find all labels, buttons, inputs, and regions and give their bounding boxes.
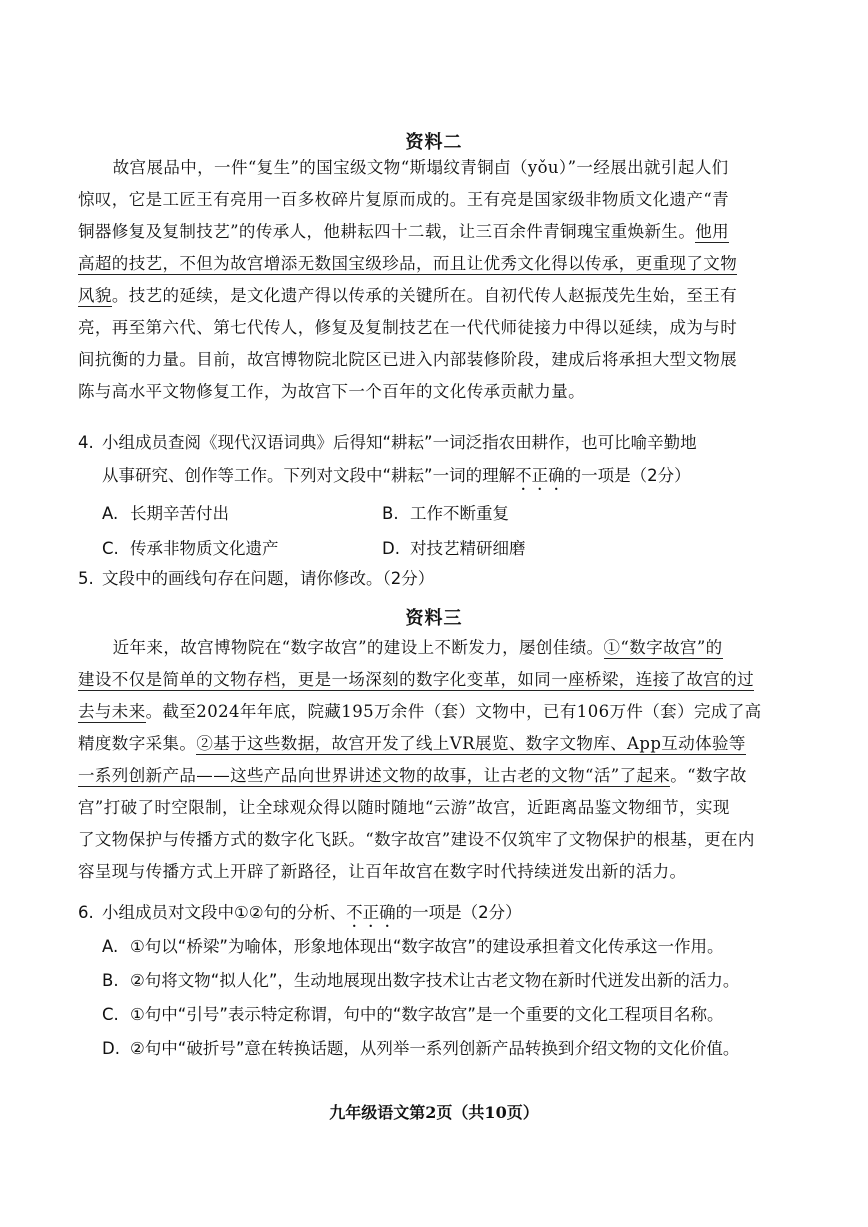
paragraph-text: 精度数字采集。 <box>78 734 197 753</box>
question-text: 从事研究、创作等工作。下列对文段中“耕耘”一词的理解 <box>102 466 516 485</box>
emphasis-text: 不正确 <box>515 466 565 485</box>
underlined-sentence: 风貌 <box>78 286 112 305</box>
section3-paragraph <box>78 632 762 888</box>
question-text: 小组成员查阅《现代汉语词典》后得知“耕耘”一词泛指农田耕作，也可比喻辛勤地 <box>102 433 697 452</box>
paragraph-text: 近年来，故宫博物院在“数字故宫”的建设上不断发力，屡创佳绩。 <box>112 638 604 657</box>
paragraph-line <box>78 664 754 696</box>
paragraph-line: 了文物保护与传播方式的数字化飞跃。“数字故宫”建设不仅筑牢了文物保护的根基，更在内 <box>78 830 755 849</box>
option-text: ①句中“引号”表示特定称谓，句中的“数字故宫”是一个重要的文化工程项目名称。 <box>130 1005 724 1024</box>
underlined-sentence: 他用 <box>695 222 730 241</box>
option-a[interactable] <box>102 933 723 957</box>
option-text: ②句将文物“拟人化”，生动地展现出数字技术让古老文物在新时代迸发出新的活力。 <box>130 971 740 990</box>
question-line <box>78 896 758 929</box>
paragraph-line: 容呈现与传播方式上开辟了新路径，让百年故宫在数字时代持续迸发出新的活力。 <box>78 862 687 881</box>
option-label: D. <box>382 539 400 558</box>
paragraph-line <box>78 728 746 760</box>
paragraph-text: 。截至2024年年底，院藏195万余件（套）文物中，已有106万件（套）完成了高 <box>145 702 762 721</box>
option-c[interactable] <box>102 1001 723 1025</box>
underlined-sentence: 高超的技艺，不但为故宫增添无数国宝级珍品，而且让优秀文化得以传承，更重现了文物 <box>78 254 738 273</box>
question-4 <box>78 426 758 492</box>
question-line <box>78 459 758 492</box>
option-text: ②句中“破折号”意在转换话题，从列举一系列创新产品转换到介绍文物的文化价值。 <box>130 1039 740 1058</box>
option-c[interactable] <box>102 535 279 559</box>
question-number: 6. <box>78 903 94 922</box>
option-a[interactable] <box>102 500 229 524</box>
question-text: 的一项是（2分） <box>564 466 691 485</box>
paragraph-text: 。技艺的延续，是文化遗产得以传承的关键所在。自初代传人赵振茂先生始，至王有 <box>111 286 738 305</box>
option-text: 工作不断重复 <box>410 504 509 523</box>
paragraph-line <box>78 216 738 248</box>
option-label: A. <box>102 504 119 523</box>
option-text: ①句以“桥梁”为喻体，形象地体现出“数字故宫”的建设承担着文化传承这一作用。 <box>130 937 724 956</box>
option-d[interactable] <box>382 535 526 559</box>
option-label: C. <box>102 1005 119 1024</box>
section2-paragraph <box>78 152 738 408</box>
option-text: 对技艺精研细磨 <box>410 539 526 558</box>
underlined-sentence: 一系列创新产品——这些产品向世界讲述文物的故事，让古老的文物“活”了起来 <box>78 766 671 785</box>
option-text: 长期辛苦付出 <box>130 504 229 523</box>
underlined-sentence: 去与未来 <box>78 702 146 721</box>
question-number: 4. <box>78 433 94 452</box>
option-label: B. <box>102 971 119 990</box>
paragraph-line <box>78 696 762 728</box>
option-label: B. <box>382 504 399 523</box>
question-line <box>78 562 758 595</box>
paragraph-line: 间抗衡的力量。目前，故宫博物院北院区已进入内部装修阶段，建成后将承担大型文物展 <box>78 350 738 369</box>
option-label: C. <box>102 539 119 558</box>
underlined-sentence: 建设不仅是简单的文物存档，更是一场深刻的数字化变革，如同一座桥梁，连接了故宫的过 <box>78 670 754 689</box>
option-label: A. <box>102 937 119 956</box>
paragraph-line: 宫”打破了时空限制，让全球观众得以随时随地“云游”故宫，近距离品鉴文物细节，实现 <box>78 798 730 817</box>
section-title-3: 资料三 <box>405 608 463 629</box>
paragraph-line <box>78 632 738 664</box>
question-text: 的一项是（2分） <box>395 903 522 922</box>
question-5 <box>78 562 758 595</box>
paragraph-line <box>78 760 747 792</box>
page-footer: 九年级语文第2页（共10页） <box>329 1103 539 1122</box>
option-b[interactable] <box>382 500 509 524</box>
question-text: 文段中的画线句存在问题，请你修改。（2分） <box>102 569 435 588</box>
paragraph-line <box>78 248 738 280</box>
question-text: 小组成员对文段中①②句的分析、 <box>102 903 347 922</box>
section-title-2: 资料二 <box>405 132 463 153</box>
emphasis-text: 不正确 <box>346 903 396 922</box>
underlined-sentence: ②基于这些数据，故宫开发了线上VR展览、数字文物库、App互动体验等 <box>196 734 746 753</box>
paragraph-line: 陈与高水平文物修复工作，为故宫下一个百年的文化传承贡献力量。 <box>78 382 585 401</box>
question-6 <box>78 896 758 929</box>
paragraph-line <box>78 280 738 312</box>
question-line <box>78 426 758 459</box>
paragraph-text: 。“数字故 <box>670 766 747 785</box>
option-label: D. <box>102 1039 120 1058</box>
paragraph-line: 惊叹，它是工匠王有亮用一百多枚碎片复原而成的。王有亮是国家级非物质文化遗产“青 <box>78 190 730 209</box>
underlined-sentence: ①“数字故宫”的 <box>603 638 723 657</box>
question-number: 5. <box>78 569 94 588</box>
paragraph-line: 故宫展品中，一件“复生”的国宝级文物“斯塌纹青铜卣（yǒu）”一经展出就引起人们 <box>112 158 729 177</box>
paragraph-line: 亮，再至第六代、第七代传人，修复及复制技艺在一代代师徒接力中得以延续，成为与时 <box>78 318 738 337</box>
option-d[interactable] <box>102 1035 739 1059</box>
option-text: 传承非物质文化遗产 <box>130 539 279 558</box>
paragraph-text: 铜器修复及复制技艺”的传承人，他耕耘四十二载，让三百余件青铜瑰宝重焕新生。 <box>78 222 696 241</box>
option-b[interactable] <box>102 967 739 991</box>
